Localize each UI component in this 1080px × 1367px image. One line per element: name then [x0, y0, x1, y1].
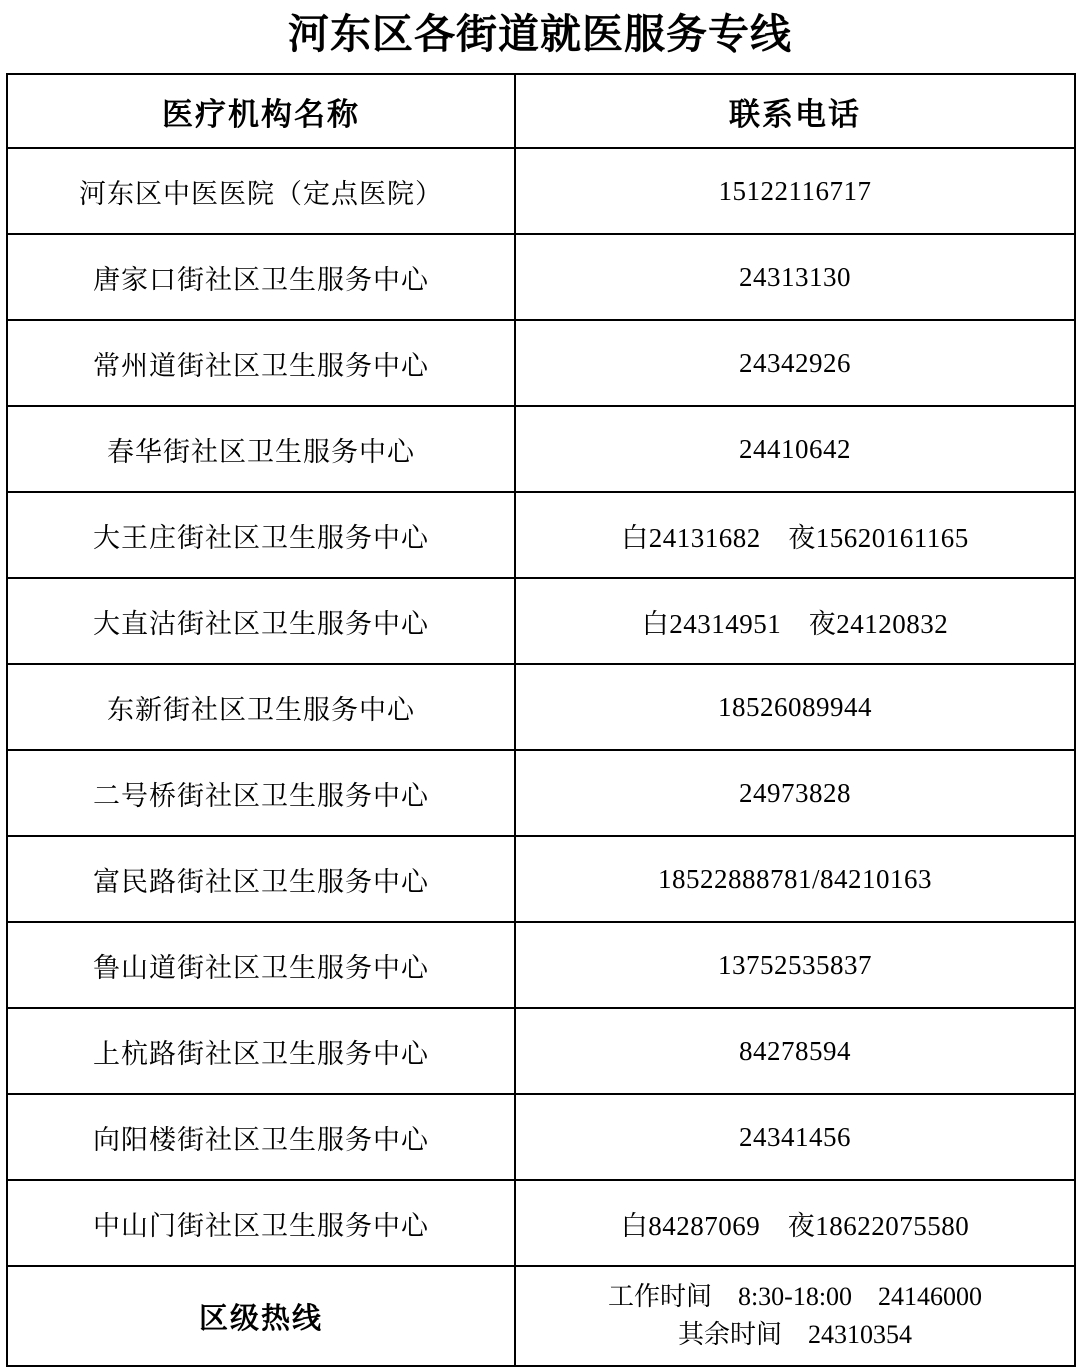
- medical-hotline-table: [6, 73, 1076, 1367]
- table-header-row: [7, 74, 1075, 148]
- contact-phone: 白24131682 夜15620161165: [515, 492, 1075, 578]
- table-row: [7, 922, 1075, 1008]
- contact-phone: 15122116717: [515, 148, 1075, 234]
- table-row: [7, 664, 1075, 750]
- table-row-hotline: [7, 1266, 1075, 1366]
- institution-name: 中山门街社区卫生服务中心: [7, 1180, 515, 1266]
- contact-phone: 24313130: [515, 234, 1075, 320]
- column-header-contact-phone: 联系电话: [515, 74, 1075, 148]
- contact-phone: 18522888781/84210163: [515, 836, 1075, 922]
- hotline-phone-line-1: 工作时间 8:30-18:00 24146000: [607, 1282, 983, 1312]
- contact-phone: 18526089944: [515, 664, 1075, 750]
- table-row: [7, 320, 1075, 406]
- institution-name: 春华街社区卫生服务中心: [7, 406, 515, 492]
- institution-name: 大直沽街社区卫生服务中心: [7, 578, 515, 664]
- table-row: [7, 836, 1075, 922]
- table-row: [7, 1180, 1075, 1266]
- contact-phone: 24410642: [515, 406, 1075, 492]
- contact-phone: 白84287069 夜18622075580: [515, 1180, 1075, 1266]
- contact-phone: 24341456: [515, 1094, 1075, 1180]
- column-header-institution-name: 医疗机构名称: [7, 74, 515, 148]
- contact-phone: 13752535837: [515, 922, 1075, 1008]
- institution-name: 唐家口街社区卫生服务中心: [7, 234, 515, 320]
- table-row: [7, 1008, 1075, 1094]
- contact-phone: 24342926: [515, 320, 1075, 406]
- table-row: [7, 750, 1075, 836]
- contact-phone: 白24314951 夜24120832: [515, 578, 1075, 664]
- table-row: [7, 234, 1075, 320]
- institution-name: 二号桥街社区卫生服务中心: [7, 750, 515, 836]
- page-title: 河东区各街道就医服务专线: [288, 11, 792, 57]
- contact-phone: 24973828: [515, 750, 1075, 836]
- institution-name: 东新街社区卫生服务中心: [7, 664, 515, 750]
- table-row: [7, 1094, 1075, 1180]
- institution-name: 鲁山道街社区卫生服务中心: [7, 922, 515, 1008]
- institution-name: 上杭路街社区卫生服务中心: [7, 1008, 515, 1094]
- institution-name: 富民路街社区卫生服务中心: [7, 836, 515, 922]
- institution-name: 河东区中医医院（定点医院）: [7, 148, 515, 234]
- institution-name: 常州道街社区卫生服务中心: [7, 320, 515, 406]
- table-row: [7, 148, 1075, 234]
- contact-phone: 84278594: [515, 1008, 1075, 1094]
- table-row: [7, 406, 1075, 492]
- hotline-label: 区级热线: [7, 1266, 515, 1366]
- table-row: [7, 578, 1075, 664]
- hotline-phone: [515, 1266, 1075, 1366]
- institution-name: 向阳楼街社区卫生服务中心: [7, 1094, 515, 1180]
- table-row: [7, 492, 1075, 578]
- hotline-phone-line-2: 其余时间 24310354: [677, 1320, 912, 1349]
- institution-name: 大王庄街社区卫生服务中心: [7, 492, 515, 578]
